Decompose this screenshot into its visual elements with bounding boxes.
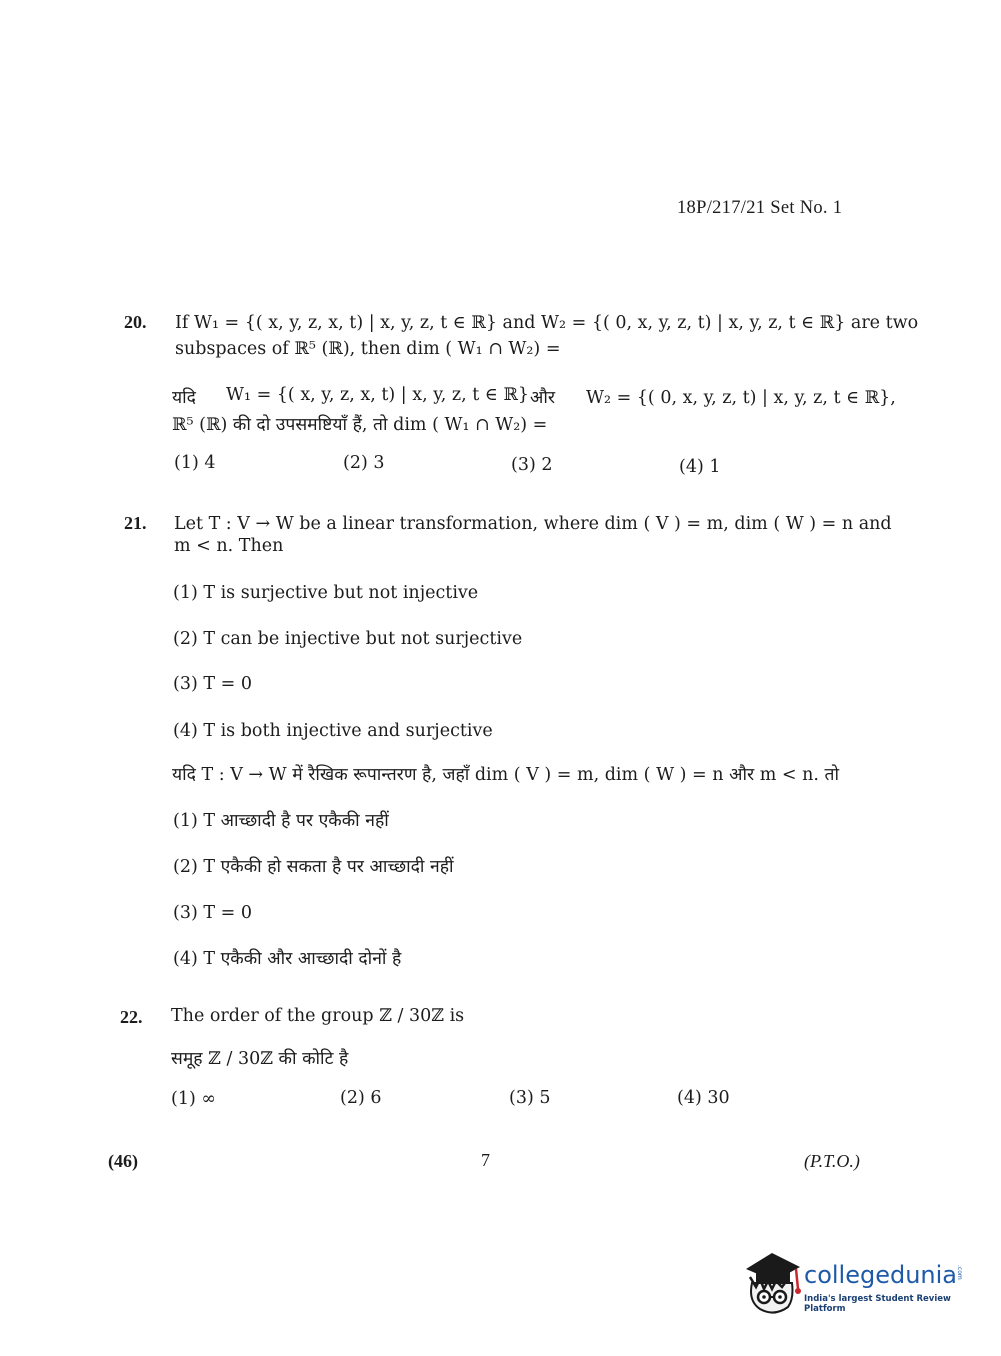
q20-english-line-1: If W₁ = {( x, y, z, x, t) | x, y, z, t ∈ ℝ} and W₂ = {( 0, x, y, z, t) | x, y, z, t ∈ ℝ} are two xyxy=(175,313,919,333)
q20-option-2: (2) 3 xyxy=(343,453,385,473)
student-mascot-icon xyxy=(742,1247,804,1317)
collegedunia-logo xyxy=(742,1247,972,1317)
question-number-22: 22. xyxy=(120,1007,143,1027)
q21-en-option-1: (1) T is surjective but not injective xyxy=(173,583,479,603)
logo-tagline: India's largest Student Review Platform xyxy=(804,1294,951,1314)
footer-booklet-code: (46) xyxy=(108,1151,138,1171)
q20-hindi-w1: W₁ = {( x, y, z, x, t) | x, y, z, t ∈ ℝ} xyxy=(226,385,530,405)
paper-code: 18P/217/21 Set No. 1 xyxy=(677,198,843,218)
q22-english-stem: The order of the group ℤ / 30ℤ is xyxy=(171,1006,465,1026)
q21-hi-option-2: (2) T एकैकी हो सकता है पर आच्छादी नहीं xyxy=(173,857,454,877)
q20-option-4: (4) 1 xyxy=(679,457,721,477)
q21-hi-option-3: (3) T = 0 xyxy=(173,903,252,923)
q21-hi-option-1: (1) T आच्छादी है पर एकैकी नहीं xyxy=(173,811,389,831)
q21-hindi-stem: यदि T : V → W में रैखिक रूपान्तरण है, जहाँ dim ( V ) = m, dim ( W ) = n और m < n. तो xyxy=(172,765,839,785)
q22-hindi-stem: समूह ℤ / 30ℤ की कोटि है xyxy=(171,1049,349,1069)
q22-option-4: (4) 30 xyxy=(677,1088,730,1108)
logo-wordmark: collegedunia xyxy=(804,1261,958,1289)
q22-option-2: (2) 6 xyxy=(340,1088,382,1108)
q20-hindi-w2: W₂ = {( 0, x, y, z, t) | x, y, z, t ∈ ℝ}, xyxy=(586,388,896,408)
q21-en-option-3: (3) T = 0 xyxy=(173,674,252,694)
question-number-20: 20. xyxy=(124,312,147,332)
page-number: 7 xyxy=(481,1150,490,1170)
q20-hindi-yadi: यदि xyxy=(172,388,196,408)
q21-hi-option-4: (4) T एकैकी और आच्छादी दोनों है xyxy=(173,949,402,969)
q20-hindi-line-2: ℝ⁵ (ℝ) की दो उपसमष्टियाँ हैं, तो dim ( W₁ ∩ W₂) = xyxy=(172,415,548,435)
q21-english-line-2: m < n. Then xyxy=(174,536,284,556)
q20-english-line-2: subspaces of ℝ⁵ (ℝ), then dim ( W₁ ∩ W₂) = xyxy=(175,339,561,359)
q21-english-line-1: Let T : V → W be a linear transformation, where dim ( V ) = m, dim ( W ) = n and xyxy=(174,514,892,534)
q20-option-3: (3) 2 xyxy=(511,455,553,475)
q22-option-3: (3) 5 xyxy=(509,1088,551,1108)
q21-en-option-2: (2) T can be injective but not surjective xyxy=(173,629,523,649)
logo-tld: .com xyxy=(956,1265,963,1280)
q22-option-1: (1) ∞ xyxy=(171,1089,216,1109)
q21-en-option-4: (4) T is both injective and surjective xyxy=(173,721,493,741)
q20-hindi-aur: और xyxy=(530,388,556,408)
question-number-21: 21. xyxy=(124,513,147,533)
q20-option-1: (1) 4 xyxy=(174,453,216,473)
footer-pto: (P.T.O.) xyxy=(804,1151,860,1171)
